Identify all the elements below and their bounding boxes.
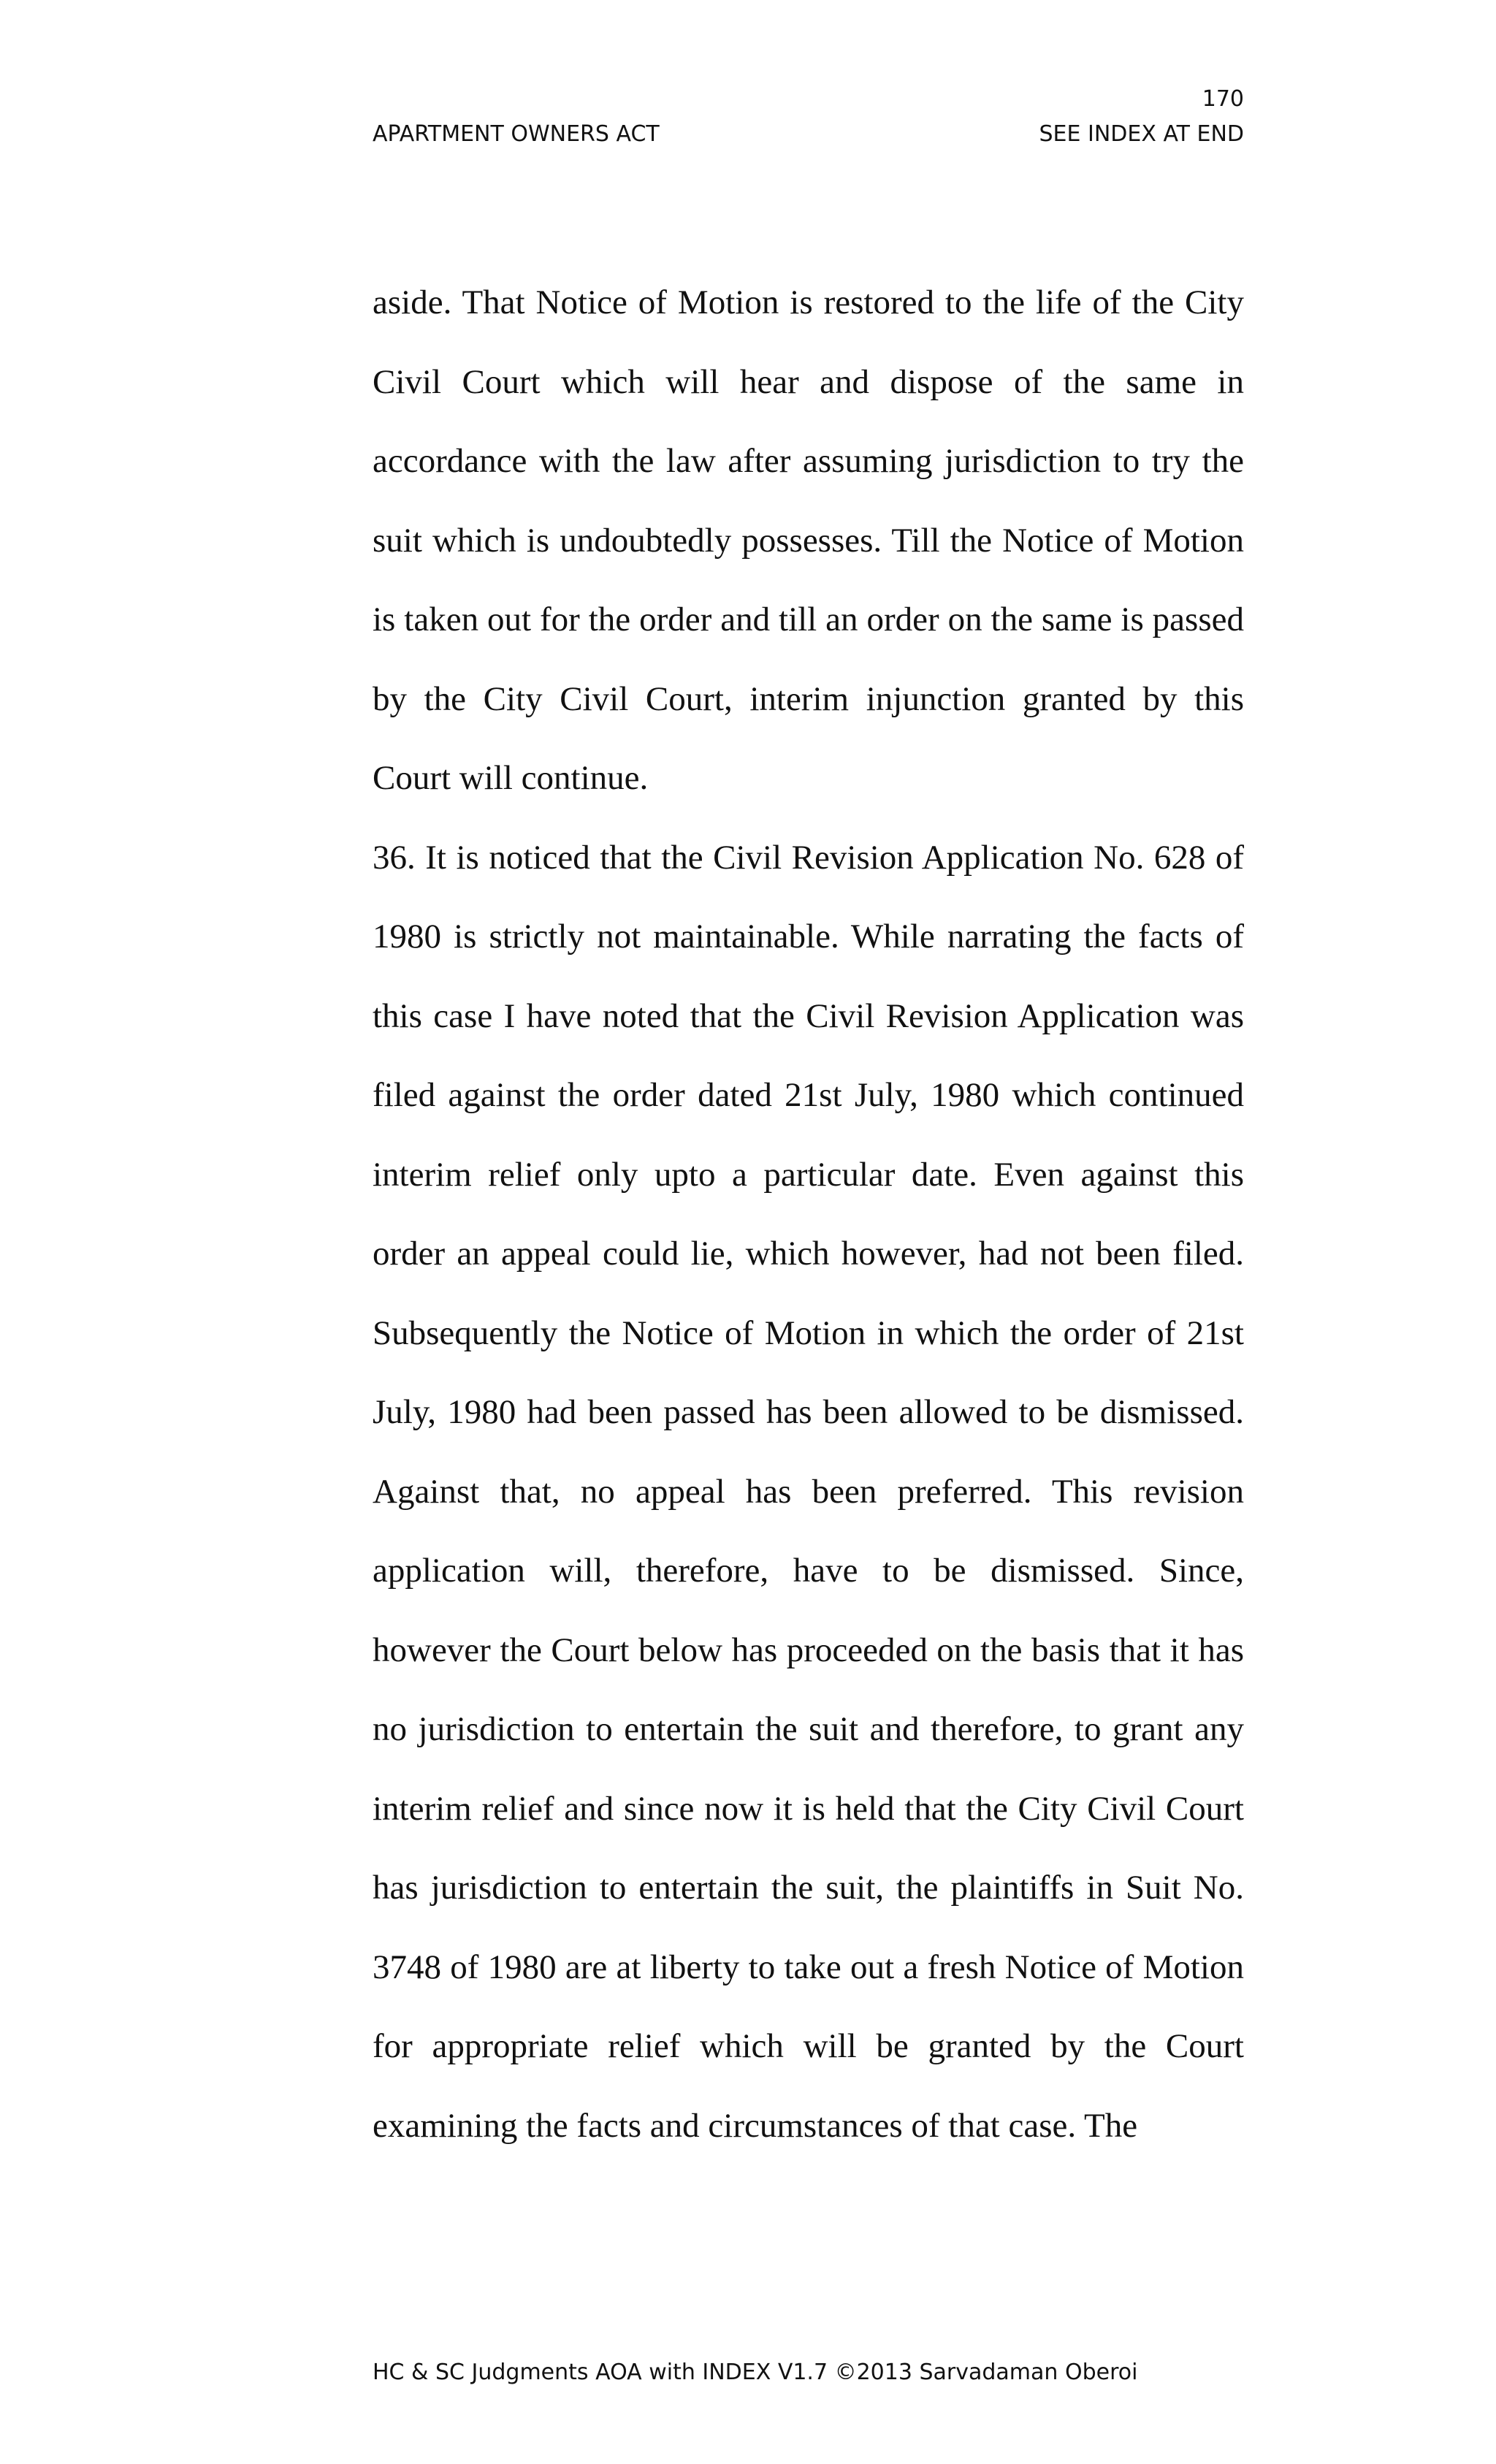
page-footer: HC & SC Judgments AOA with INDEX V1.7 ©2013 Sarvadaman Oberoi	[373, 2360, 1138, 2385]
page-number: 170	[1202, 86, 1244, 112]
document-body	[373, 263, 1244, 2165]
running-header-index-note: SEE INDEX AT END	[1039, 121, 1244, 147]
paragraph-continuation: aside. That Notice of Motion is restored to the life of the City Civil Court which will hear and dispose of the same in accordance with the law after assuming jurisdiction to try the suit which is undoubtedly possesses. Till the Notice of Motion is taken out for the order and till an order on the same is passed by the City Civil Court, interim injunction granted by this Court will continue.	[373, 283, 1244, 797]
paragraph-36: 36. It is noticed that the Civil Revision Application No. 628 of 1980 is strictly not maintainable. While narrating the facts of this case I have noted that the Civil Revision Application was filed against the order dated 21st July, 1980 which continued interim relief only upto a particular date. Even against this order an appeal could lie, which however, had not been filed. Subsequently the Notice of Motion in which the order of 21st July, 1980 had been passed has been allowed to be dismissed. Against that, no appeal has been preferred. This revision application will, therefore, have to be dismissed. Since, however the Court below has proceeded on the basis that it has no jurisdiction to entertain the suit and therefore, to grant any interim relief and since now it is held that the City Civil Court has jurisdiction to entertain the suit, the plaintiffs in Suit No. 3748 of 1980 are at liberty to take out a fresh Notice of Motion for appropriate relief which will be granted by the Court examining the facts and circumstances of that case. The	[373, 838, 1244, 2145]
running-header-title: APARTMENT OWNERS ACT	[373, 121, 660, 147]
